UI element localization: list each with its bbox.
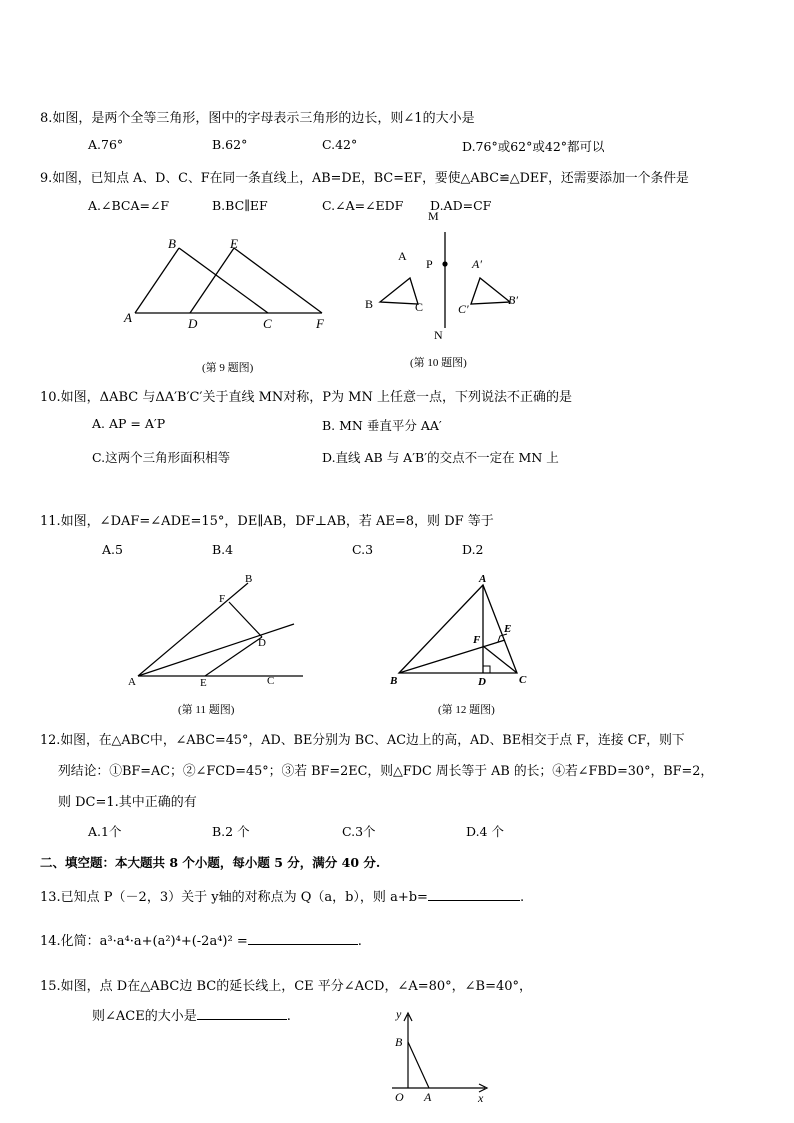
q9-option-a: A.∠BCA=∠F: [88, 198, 170, 213]
fig12-triangle-abc: [399, 585, 517, 673]
fig12-label-a: A: [479, 573, 487, 585]
fig9-line-EF: [234, 248, 322, 313]
q14-line: [40, 930, 362, 949]
q11-option-d: D.2: [462, 542, 484, 557]
fig16-line-ab: [408, 1042, 429, 1088]
fig11-label-a: A: [128, 676, 136, 688]
q13-answer-blank: [428, 887, 520, 901]
fig11-line-ed: [205, 637, 262, 676]
fig11-label-c: C: [267, 675, 275, 687]
q11-stem: 11.如图，∠DAF=∠ADE=15°，DE∥AB，DF⊥AB，若 AE=8，则 DF 等于: [40, 514, 494, 529]
fig9-caption: (第 9 题图): [202, 362, 254, 374]
fig9-line-AB: [135, 248, 179, 313]
q8-stem: 8.如图，是两个全等三角形，图中的字母表示三角形的边长，则∠1的大小是: [40, 111, 475, 126]
q13-end: .: [519, 890, 525, 905]
q12-stem-line-3: 则 DC=1.其中正确的有: [58, 795, 197, 810]
fig12-label-e: E: [504, 623, 512, 635]
q8-option-b: B.62°: [212, 137, 248, 152]
q11-option-a: A.5: [102, 542, 123, 557]
fig10-label-b: B: [365, 297, 374, 311]
fig11-line-fd: [229, 602, 262, 637]
fig9-label-a: A: [124, 310, 132, 325]
q11-option-b: B.4: [212, 542, 234, 557]
fig11-label-f: F: [219, 593, 226, 605]
fig9-label-e: E: [230, 236, 238, 251]
fig16-label-b: B: [395, 1035, 403, 1049]
fig10-label-p: P: [426, 257, 433, 271]
q12-option-b: B.2 个: [212, 824, 250, 839]
fig12-right-angle-d: [483, 666, 490, 673]
q15-stem: 15.如图，点 D在△ABC边 BC的延长线上，CE 平分∠ACD，∠A=80°，∠B=40°，: [40, 979, 533, 994]
fig11-label-d: D: [258, 637, 266, 649]
fig10-label-b1: B′: [508, 293, 518, 307]
fig10-label-a1: A′: [472, 257, 482, 271]
fig10-label-c1: C′: [458, 302, 469, 316]
q10-stem: 10.如图，ΔABC 与ΔA′B′C′关于直线 MN对称，P为 MN 上任意一点，下列说法不正确的是: [40, 390, 572, 405]
fig11-label-e: E: [200, 677, 207, 689]
q10-option-b: B. MN 垂直平分 AA′: [322, 418, 442, 433]
fig10-triangle-abc: [380, 278, 418, 304]
fig16-label-a: A: [424, 1090, 432, 1104]
q15-answer-blank: [197, 1006, 287, 1020]
fig16-label-o: O: [395, 1090, 404, 1104]
fig9-label-f: F: [316, 316, 324, 331]
fig9-label-d: D: [188, 316, 198, 331]
q13-line: [40, 886, 524, 905]
q14-answer-blank: [248, 931, 358, 945]
fig12-label-f: F: [473, 634, 481, 646]
q14-end: .: [357, 934, 362, 949]
q12-stem-line-2: 列结论：①BF=AC；②∠FCD=45°；③若 BF=2EC，则△FDC 周长等于 AB 的长；④若∠FBD=30°，BF=2，: [58, 764, 714, 779]
q10-option-a: A. AP = A′P: [92, 416, 166, 431]
q14-stem: 14.化简：a³·a⁴·a+(a²)⁴+(-2a⁴)² =: [40, 934, 248, 949]
q15-line-2: [92, 1005, 291, 1024]
q9-option-b: B.BC∥EF: [212, 198, 268, 213]
fig10-label-c: C: [415, 300, 424, 314]
q11-option-c: C.3: [352, 542, 374, 557]
fig16-label-x: x: [478, 1091, 484, 1105]
q15-end: .: [286, 1009, 291, 1024]
q8-option-c: C.42°: [322, 137, 358, 152]
q9-stem: 9.如图，已知点 A、D、C、F在同一条直线上，AB=DE，BC=EF，要使△ABC≌△DEF，还需要添加一个条件是: [40, 171, 689, 186]
q13-stem: 13.已知点 P（－2，3）关于 y轴的对称点为 Q（a，b），则 a+b=: [40, 890, 428, 905]
fig12-label-c: C: [519, 674, 527, 686]
fig10-point-p: [442, 261, 447, 266]
fig16-label-y: y: [396, 1007, 402, 1021]
fig9-label-b: B: [168, 236, 176, 251]
q12-option-c: C.3个: [342, 824, 376, 839]
fig10-triangle-a1b1c1: [471, 278, 510, 304]
q10-option-c: C.这两个三角形面积相等: [92, 450, 231, 465]
q8-option-d: D.76°或62°或42°都可以: [462, 139, 605, 154]
fig10-label-m: M: [428, 209, 439, 223]
fig10-caption: (第 10 题图): [410, 357, 467, 369]
q15-stem-2: 则∠ACE的大小是: [92, 1009, 197, 1024]
fig12-label-d: D: [478, 676, 486, 688]
fig11-line-ab: [138, 583, 248, 676]
section-2-heading: 二、填空题：本大题共 8 个小题，每小题 5 分，满分 40 分.: [40, 855, 381, 870]
fig11-caption: (第 11 题图): [178, 704, 235, 716]
q9-option-d: D.AD=CF: [430, 198, 492, 213]
fig9-line-DE: [190, 248, 234, 313]
fig10-label-a: A: [398, 249, 407, 263]
fig11-label-b: B: [245, 573, 253, 585]
q10-option-d: D.直线 AB 与 A′B′的交点不一定在 MN 上: [322, 450, 559, 465]
q8-option-a: A.76°: [88, 137, 124, 152]
fig12-caption: (第 12 题图): [438, 704, 495, 716]
q12-option-d: D.4 个: [466, 824, 504, 839]
fig12-label-b: B: [390, 675, 398, 687]
fig9-line-BC: [179, 248, 268, 313]
q12-stem-line-1: 12.如图，在△ABC中，∠ABC=45°，AD、BE分别为 BC、AC边上的高，AD、BE相交于点 F，连接 CF，则下: [40, 733, 685, 748]
fig10-label-n: N: [434, 328, 443, 342]
q9-option-c: C.∠A=∠EDF: [322, 198, 404, 213]
q12-option-a: A.1个: [88, 824, 122, 839]
fig9-label-c: C: [263, 316, 272, 331]
